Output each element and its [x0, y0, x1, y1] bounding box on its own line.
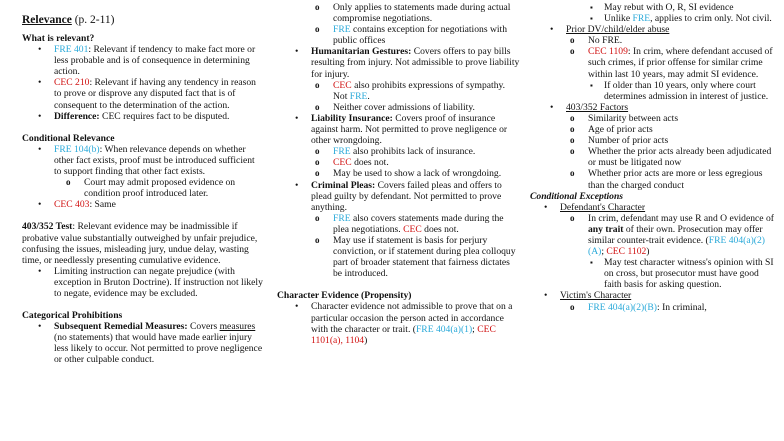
list-item: • Criminal Pleas: Covers failed pleas and offers to plead guilty by defendant. Not permitted to prove anything. [295, 180, 520, 213]
list-item: • Subsequent Remedial Measures: Covers measures (no statements) that would have made earlier injury less likely to occur. Not permitted to prove negligence or other culpable conduct. [38, 321, 264, 365]
list-item: • Difference: CEC requires fact to be disputed. [38, 111, 264, 122]
list-item: ▪ May test character witness's opinion with SI on cross, but prosecutor must have good faith basis for asking question. [590, 257, 778, 290]
list-item: o Age of prior acts [570, 124, 778, 135]
list-item: o CEC also prohibits expressions of sympathy. Not FRE. [315, 80, 520, 102]
list-item: • 403/352 Factors [550, 102, 778, 113]
list-item: • Victim's Character [544, 290, 778, 301]
list-item: o May be used to show a lack of wrongdoing. [315, 168, 520, 179]
list-item: ▪ If older than 10 years, only where court determines admission in interest of justice. [590, 80, 778, 102]
list-item: o May use if statement is basis for perjury conviction, or if statement during plea colloquy part of broader statement that fairness dictates be introduced. [315, 235, 520, 279]
list-item: • Prior DV/child/elder abuse [550, 24, 778, 35]
section-heading-character-evidence: Character Evidence (Propensity) [277, 290, 412, 302]
list-item: o Whether the prior acts already been adjudicated or must be litigated now [570, 146, 778, 168]
section-heading-what-is-relevant: What is relevant? [22, 33, 95, 44]
list-item: ▪ May rebut with O, R, SI evidence [590, 2, 778, 13]
list-item: o FRE contains exception for negotiations with public offices [315, 24, 520, 46]
section-heading-conditional-exceptions: Conditional Exceptions [530, 190, 624, 202]
list-item: • Character evidence not admissible to prove that on a particular occasion the person acted in accordance with the character or trait. (FRE 404(a)(1); CEC 1101(a), 1104) [295, 301, 520, 345]
list-item: ▪ Unlike FRE, applies to crim only. Not civil. [590, 13, 778, 24]
list-item: o In crim, defendant may use R and O evidence of any trait of their own. Prosecution may offer similar counter-trait evidence. (FRE 404(a)(2)(A); CEC 1102) [570, 213, 778, 257]
list-item: o Whether prior acts are more or less egregious than the charged conduct [570, 168, 778, 190]
list-item: o Number of prior acts [570, 135, 778, 146]
list-item: • CEC 403: Same [38, 199, 264, 210]
list-item: o Similarity between acts [570, 113, 778, 124]
list-item: • Limiting instruction can negate prejudice (with exception in Bruton Doctrine). If instruction not likely to negate, evidence may be excluded. [38, 266, 264, 299]
column-left [22, 14, 264, 366]
list-item: • CEC 210: Relevant if having any tendency in reason to prove or disprove any disputed fact that is of consequent to the determination of the action. [38, 77, 264, 110]
page-title: Relevance (p. 2-11) [22, 14, 115, 26]
list-item: • Liability Insurance: Covers proof of insurance against harm. Not permitted to prove negligence or other wrongdoing. [295, 113, 520, 146]
list-item: o CEC 1109: In crim, where defendant accused of such crimes, if prior offense for similar crime within last 10 years, may admit SI evidence. [570, 46, 778, 79]
list-item: o Only applies to statements made during actual compromise negotiations. [315, 2, 520, 24]
list-item: o FRE also prohibits lack of insurance. [315, 146, 520, 157]
column-right [530, 2, 778, 313]
column-middle [277, 2, 520, 346]
list-item: • FRE 104(b): When relevance depends on whether other fact exists, proof must be introduced sufficient to support finding that other fact exists. [38, 144, 264, 177]
list-item: o Court may admit proposed evidence on condition proof introduced later. [66, 177, 264, 199]
list-item: • Humanitarian Gestures: Covers offers to pay bills resulting from injury. Not admissible to prove liability for injury. [295, 46, 520, 79]
list-item: o FRE 404(a)(2)(B): In criminal, [570, 302, 778, 313]
list-item: • Defendant's Character [544, 202, 778, 213]
list-item: o No FRE. [570, 35, 778, 46]
section-heading-conditional-relevance: Conditional Relevance [22, 132, 115, 144]
list-item: o CEC does not. [315, 157, 520, 168]
list-item: • FRE 401: Relevant if tendency to make fact more or less probable and is of consequence in determining action. [38, 44, 264, 77]
list-item: o Neither cover admissions of liability. [315, 102, 520, 113]
list-item: o FRE also covers statements made during the plea negotiations. CEC does not. [315, 213, 520, 235]
test-paragraph: 403/352 Test: Relevant evidence may be inadmissible if probative value substantially outweighed by unfair prejudice, confusing the issues, misleading jury, undue delay, wasting time, or needlessly presenting cumulative evidence. [22, 221, 258, 266]
section-heading-categorical-prohibitions: Categorical Prohibitions [22, 310, 123, 322]
